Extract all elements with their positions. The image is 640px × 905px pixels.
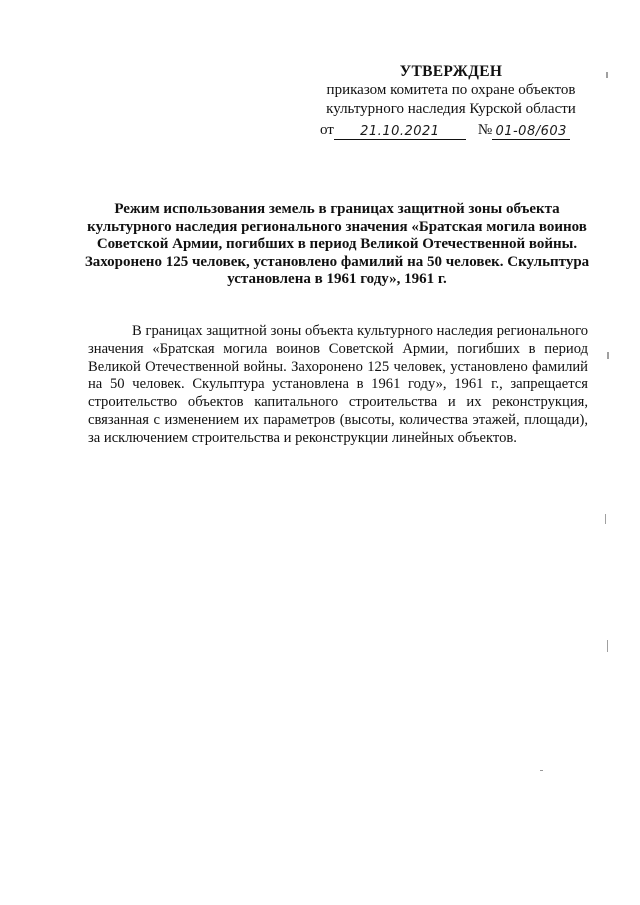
scan-mark	[607, 352, 609, 359]
number-field	[492, 123, 570, 140]
scan-mark	[607, 640, 608, 652]
approval-block	[316, 62, 586, 140]
handwritten-number: 01-08/603	[495, 124, 567, 139]
document-title: Режим использования земель в границах защитной зоны объекта культурного наследия регионального значения «Братская могила воинов Советской Армии, погибших в период Великой Отечественной войны. Захоронено 125 человек, установлено фамилий на 50 человек. Скульптура установлена в 1961 году», 1961 г.	[84, 201, 590, 287]
approval-line-2: культурного наследия Курской области	[326, 101, 576, 117]
date-prefix: от	[320, 122, 334, 138]
approval-line-1: приказом комитета по охране объектов	[326, 82, 576, 98]
body-paragraph: В границах защитной зоны объекта культурного наследия регионального значения «Братская могила воинов Советской Армии, погибших в период Великой Отечественной войны. Захоронено 125 человек, установлено фамилий на 50 человек. Скульптура установлена в 1961 году», 1961 г., запрещается строительство объектов капитального строительства и их реконструкция, связанная с изменением их параметров (высоты, количества этажей, площади), за исключением строительства и реконструкции линейных объектов.	[88, 323, 588, 446]
number-prefix: №	[477, 122, 493, 138]
date-field	[334, 123, 466, 140]
approval-signature-line	[320, 121, 586, 140]
handwritten-date: 21.10.2021	[360, 124, 440, 139]
scan-mark	[540, 770, 543, 771]
scan-mark	[605, 514, 606, 524]
scan-mark	[606, 72, 608, 78]
approval-heading: УТВЕРЖДЕН	[399, 63, 503, 80]
